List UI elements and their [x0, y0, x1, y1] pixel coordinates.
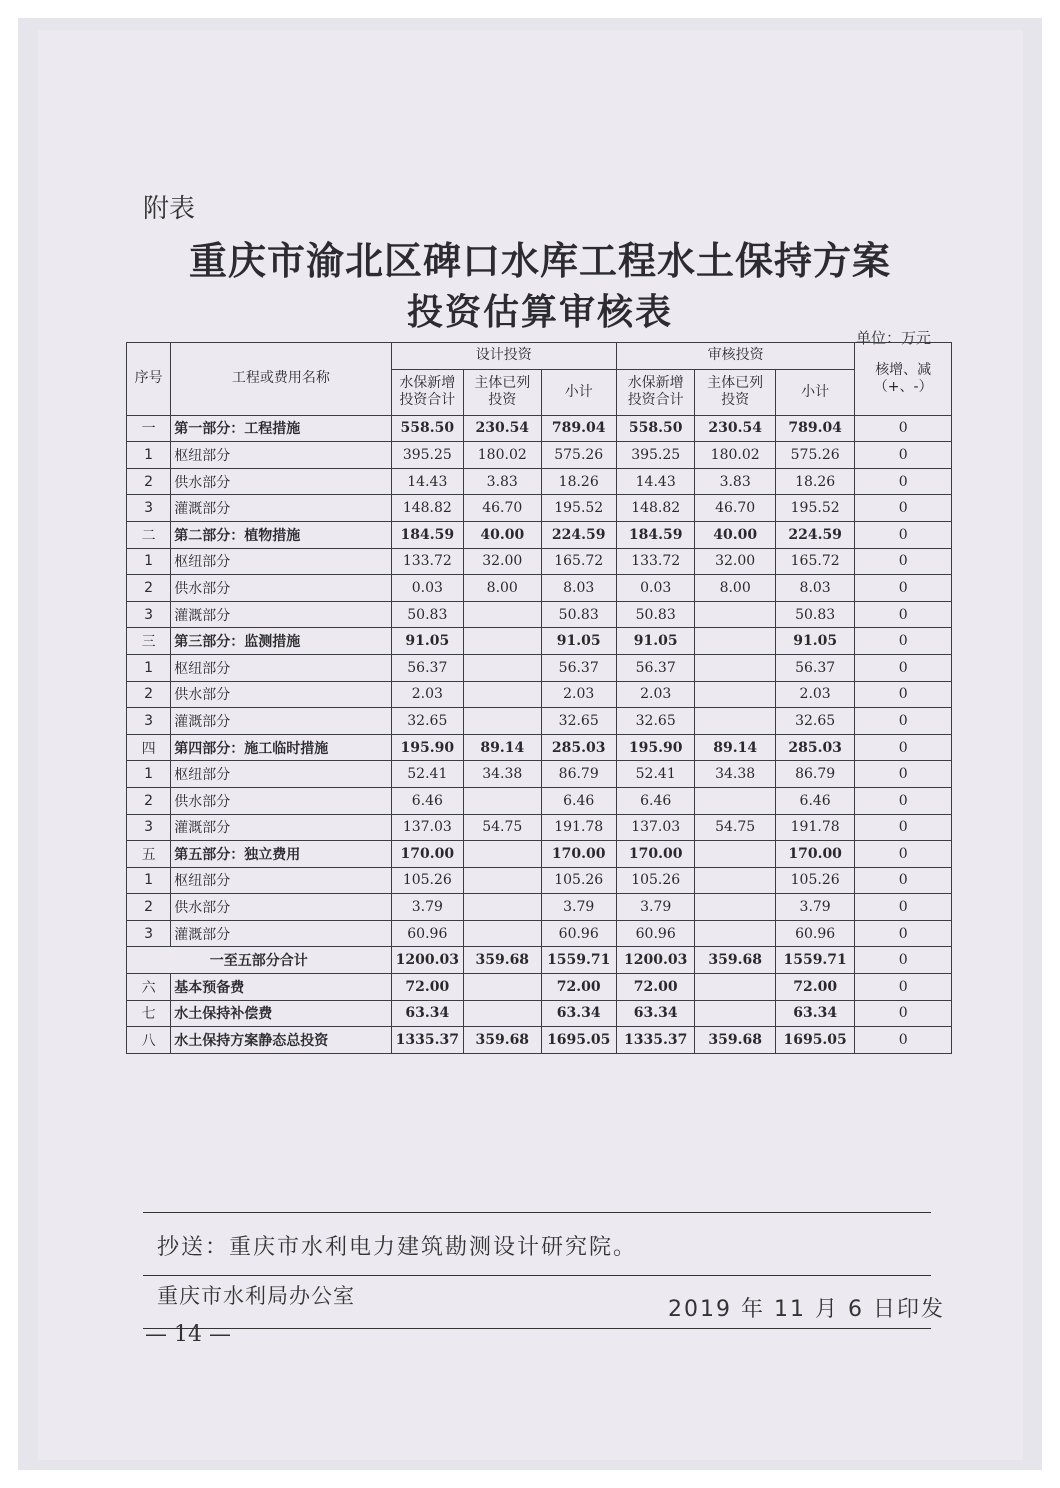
audit-main-cell [695, 867, 775, 894]
table-row [127, 867, 952, 894]
design-new-cell: 72.00 [391, 974, 463, 1001]
audit-subtotal-cell: 165.72 [775, 548, 854, 575]
row-name: 基本预备费 [171, 974, 391, 1001]
table-row [127, 920, 952, 947]
header-name: 工程或费用名称 [171, 343, 391, 416]
row-name: 水土保持方案静态总投资 [171, 1027, 391, 1054]
design-new-cell: 558.50 [391, 415, 463, 442]
design-new-cell: 105.26 [391, 867, 463, 894]
row-name: 枢纽部分 [171, 548, 391, 575]
design-new-cell: 3.79 [391, 894, 463, 921]
audit-main-cell [695, 787, 775, 814]
table-row [127, 814, 952, 841]
row-seq: 八 [127, 1027, 171, 1054]
table-body [127, 415, 952, 1053]
design-main-cell: 230.54 [464, 415, 541, 442]
audit-subtotal-cell: 195.52 [775, 495, 854, 522]
audit-new-cell: 3.79 [616, 894, 694, 921]
audit-subtotal-cell: 18.26 [775, 468, 854, 495]
row-name: 供水部分 [171, 681, 391, 708]
table-row [127, 628, 952, 655]
design-main-cell [464, 920, 541, 947]
audit-subtotal-cell: 170.00 [775, 841, 854, 868]
design-new-cell: 6.46 [391, 787, 463, 814]
design-main-cell [464, 974, 541, 1001]
adjust-cell: 0 [855, 787, 952, 814]
audit-subtotal-cell: 575.26 [775, 442, 854, 469]
row-name: 枢纽部分 [171, 867, 391, 894]
adjust-cell: 0 [855, 734, 952, 761]
design-subtotal-cell: 575.26 [541, 442, 616, 469]
audit-new-cell: 6.46 [616, 787, 694, 814]
row-name: 灌溉部分 [171, 920, 391, 947]
design-new-cell: 137.03 [391, 814, 463, 841]
audit-new-cell: 52.41 [616, 761, 694, 788]
design-new-cell: 52.41 [391, 761, 463, 788]
header-design-new: 水保新增投资合计 [391, 369, 463, 415]
table-row [127, 521, 952, 548]
row-seq: 2 [127, 681, 171, 708]
design-subtotal-cell: 105.26 [541, 867, 616, 894]
adjust-cell: 0 [855, 415, 952, 442]
row-name: 灌溉部分 [171, 708, 391, 735]
audit-new-cell: 1335.37 [616, 1027, 694, 1054]
row-seq: 2 [127, 468, 171, 495]
design-subtotal-cell: 3.79 [541, 894, 616, 921]
table-row [127, 495, 952, 522]
design-main-cell: 40.00 [464, 521, 541, 548]
design-subtotal-cell: 63.34 [541, 1000, 616, 1027]
row-seq: 二 [127, 521, 171, 548]
adjust-cell: 0 [855, 761, 952, 788]
row-name: 供水部分 [171, 787, 391, 814]
design-subtotal-cell: 32.65 [541, 708, 616, 735]
audit-new-cell: 105.26 [616, 867, 694, 894]
adjust-cell: 0 [855, 442, 952, 469]
table-row [127, 654, 952, 681]
table-row [127, 601, 952, 628]
table-row [127, 734, 952, 761]
table-row [127, 548, 952, 575]
rule-top [143, 1212, 931, 1213]
row-seq: 六 [127, 974, 171, 1001]
row-seq: 1 [127, 548, 171, 575]
audit-subtotal-cell: 191.78 [775, 814, 854, 841]
table-row [127, 442, 952, 469]
audit-main-cell: 3.83 [695, 468, 775, 495]
audit-new-cell: 72.00 [616, 974, 694, 1001]
row-seq: 五 [127, 841, 171, 868]
design-new-cell: 0.03 [391, 575, 463, 602]
table-row [127, 468, 952, 495]
header-seq: 序号 [127, 343, 171, 416]
adjust-cell: 0 [855, 894, 952, 921]
audit-subtotal-cell: 6.46 [775, 787, 854, 814]
audit-new-cell: 32.65 [616, 708, 694, 735]
row-seq: 2 [127, 575, 171, 602]
rule-middle [143, 1275, 931, 1276]
copy-to-line: 抄送：重庆市水利电力建筑勘测设计研究院。 [157, 1235, 638, 1260]
table-row [127, 575, 952, 602]
audit-main-cell: 8.00 [695, 575, 775, 602]
design-main-cell [464, 601, 541, 628]
design-new-cell: 395.25 [391, 442, 463, 469]
audit-subtotal-cell: 86.79 [775, 761, 854, 788]
header-audit-new: 水保新增投资合计 [616, 369, 694, 415]
row-name: 第四部分：施工临时措施 [171, 734, 391, 761]
audit-subtotal-cell: 91.05 [775, 628, 854, 655]
table-row [127, 1000, 952, 1027]
design-main-cell [464, 628, 541, 655]
audit-subtotal-cell: 56.37 [775, 654, 854, 681]
design-main-cell: 46.70 [464, 495, 541, 522]
audit-main-cell: 359.68 [695, 947, 775, 974]
design-main-cell [464, 1000, 541, 1027]
design-main-cell [464, 654, 541, 681]
design-subtotal-cell: 195.52 [541, 495, 616, 522]
attachment-label: 附表 [143, 194, 196, 224]
adjust-cell: 0 [855, 867, 952, 894]
adjust-cell: 0 [855, 628, 952, 655]
audit-new-cell: 0.03 [616, 575, 694, 602]
audit-main-cell [695, 974, 775, 1001]
design-new-cell: 133.72 [391, 548, 463, 575]
audit-subtotal-cell: 32.65 [775, 708, 854, 735]
audit-new-cell: 558.50 [616, 415, 694, 442]
row-seq: 3 [127, 495, 171, 522]
design-new-cell: 1200.03 [391, 947, 463, 974]
design-main-cell: 8.00 [464, 575, 541, 602]
row-seq: 1 [127, 654, 171, 681]
adjust-cell: 0 [855, 495, 952, 522]
header-design-subtotal: 小计 [541, 369, 616, 415]
audit-main-cell: 46.70 [695, 495, 775, 522]
design-main-cell: 32.00 [464, 548, 541, 575]
table-row [127, 681, 952, 708]
adjust-cell: 0 [855, 548, 952, 575]
design-subtotal-cell: 165.72 [541, 548, 616, 575]
header-audit-subtotal: 小计 [775, 369, 854, 415]
design-subtotal-cell: 6.46 [541, 787, 616, 814]
design-main-cell [464, 841, 541, 868]
audit-new-cell: 170.00 [616, 841, 694, 868]
audit-main-cell [695, 841, 775, 868]
audit-subtotal-cell: 105.26 [775, 867, 854, 894]
audit-main-cell: 32.00 [695, 548, 775, 575]
audit-subtotal-cell: 1695.05 [775, 1027, 854, 1054]
design-new-cell: 195.90 [391, 734, 463, 761]
design-new-cell: 184.59 [391, 521, 463, 548]
row-seq: 2 [127, 787, 171, 814]
audit-subtotal-cell: 224.59 [775, 521, 854, 548]
design-main-cell [464, 787, 541, 814]
row-name: 一至五部分合计 [127, 947, 392, 974]
audit-main-cell [695, 894, 775, 921]
audit-new-cell: 14.43 [616, 468, 694, 495]
design-new-cell: 60.96 [391, 920, 463, 947]
table-row [127, 894, 952, 921]
row-name: 第一部分：工程措施 [171, 415, 391, 442]
design-subtotal-cell: 1695.05 [541, 1027, 616, 1054]
budget-table [126, 342, 952, 1054]
adjust-cell: 0 [855, 708, 952, 735]
row-name: 供水部分 [171, 575, 391, 602]
design-new-cell: 32.65 [391, 708, 463, 735]
design-subtotal-cell: 50.83 [541, 601, 616, 628]
audit-subtotal-cell: 60.96 [775, 920, 854, 947]
row-seq: 四 [127, 734, 171, 761]
design-new-cell: 56.37 [391, 654, 463, 681]
audit-subtotal-cell: 789.04 [775, 415, 854, 442]
row-seq: 3 [127, 814, 171, 841]
audit-subtotal-cell: 63.34 [775, 1000, 854, 1027]
adjust-cell: 0 [855, 947, 952, 974]
table-row [127, 708, 952, 735]
design-main-cell: 3.83 [464, 468, 541, 495]
audit-main-cell: 54.75 [695, 814, 775, 841]
audit-main-cell [695, 601, 775, 628]
table-row [127, 974, 952, 1001]
row-name: 水土保持补偿费 [171, 1000, 391, 1027]
design-main-cell [464, 681, 541, 708]
audit-subtotal-cell: 1559.71 [775, 947, 854, 974]
adjust-cell: 0 [855, 601, 952, 628]
design-new-cell: 1335.37 [391, 1027, 463, 1054]
design-main-cell [464, 867, 541, 894]
audit-main-cell: 230.54 [695, 415, 775, 442]
design-subtotal-cell: 224.59 [541, 521, 616, 548]
audit-main-cell: 180.02 [695, 442, 775, 469]
row-name: 第五部分：独立费用 [171, 841, 391, 868]
design-subtotal-cell: 60.96 [541, 920, 616, 947]
row-name: 供水部分 [171, 468, 391, 495]
audit-new-cell: 50.83 [616, 601, 694, 628]
design-main-cell [464, 894, 541, 921]
audit-new-cell: 395.25 [616, 442, 694, 469]
adjust-cell: 0 [855, 841, 952, 868]
design-subtotal-cell: 72.00 [541, 974, 616, 1001]
document-title-line2: 投资估算审核表 [406, 292, 673, 333]
adjust-cell: 0 [855, 1027, 952, 1054]
audit-subtotal-cell: 3.79 [775, 894, 854, 921]
row-name: 灌溉部分 [171, 601, 391, 628]
row-name: 灌溉部分 [171, 814, 391, 841]
row-seq: 3 [127, 920, 171, 947]
adjust-cell: 0 [855, 575, 952, 602]
audit-main-cell [695, 654, 775, 681]
row-name: 枢纽部分 [171, 761, 391, 788]
page-number: — 14 — [145, 1322, 231, 1347]
design-main-cell: 34.38 [464, 761, 541, 788]
design-main-cell [464, 708, 541, 735]
row-seq: 三 [127, 628, 171, 655]
design-main-cell: 89.14 [464, 734, 541, 761]
audit-subtotal-cell: 285.03 [775, 734, 854, 761]
table-row [127, 1027, 952, 1054]
audit-main-cell: 34.38 [695, 761, 775, 788]
unit-label: 单位：万元 [856, 329, 932, 347]
document-title-line1: 重庆市渝北区碑口水库工程水土保持方案 [188, 239, 891, 283]
design-subtotal-cell: 789.04 [541, 415, 616, 442]
row-name: 第二部分：植物措施 [171, 521, 391, 548]
adjust-cell: 0 [855, 654, 952, 681]
design-subtotal-cell: 91.05 [541, 628, 616, 655]
audit-main-cell [695, 920, 775, 947]
adjust-cell: 0 [855, 974, 952, 1001]
audit-new-cell: 60.96 [616, 920, 694, 947]
design-subtotal-cell: 1559.71 [541, 947, 616, 974]
design-subtotal-cell: 56.37 [541, 654, 616, 681]
header-adjust: 核增、减（+、-） [855, 343, 952, 416]
table-row [127, 415, 952, 442]
adjust-cell: 0 [855, 681, 952, 708]
row-name: 供水部分 [171, 894, 391, 921]
header-audit-group: 审核投资 [616, 343, 854, 370]
audit-main-cell: 40.00 [695, 521, 775, 548]
design-new-cell: 50.83 [391, 601, 463, 628]
row-seq: 一 [127, 415, 171, 442]
audit-new-cell: 1200.03 [616, 947, 694, 974]
design-subtotal-cell: 86.79 [541, 761, 616, 788]
audit-main-cell: 89.14 [695, 734, 775, 761]
audit-subtotal-cell: 50.83 [775, 601, 854, 628]
design-subtotal-cell: 2.03 [541, 681, 616, 708]
design-subtotal-cell: 18.26 [541, 468, 616, 495]
table-row [127, 761, 952, 788]
audit-main-cell [695, 681, 775, 708]
header-design-main: 主体已列投资 [464, 369, 541, 415]
design-main-cell: 359.68 [464, 947, 541, 974]
row-name: 枢纽部分 [171, 442, 391, 469]
design-main-cell: 180.02 [464, 442, 541, 469]
design-new-cell: 148.82 [391, 495, 463, 522]
design-new-cell: 14.43 [391, 468, 463, 495]
audit-main-cell: 359.68 [695, 1027, 775, 1054]
design-new-cell: 63.34 [391, 1000, 463, 1027]
audit-subtotal-cell: 8.03 [775, 575, 854, 602]
header-design-group: 设计投资 [391, 343, 616, 370]
design-new-cell: 2.03 [391, 681, 463, 708]
audit-main-cell [695, 708, 775, 735]
audit-new-cell: 2.03 [616, 681, 694, 708]
audit-new-cell: 148.82 [616, 495, 694, 522]
audit-main-cell [695, 628, 775, 655]
table-row [127, 787, 952, 814]
design-subtotal-cell: 191.78 [541, 814, 616, 841]
row-seq: 七 [127, 1000, 171, 1027]
header-audit-main: 主体已列投资 [695, 369, 775, 415]
row-seq: 1 [127, 867, 171, 894]
design-new-cell: 91.05 [391, 628, 463, 655]
row-name: 第三部分：监测措施 [171, 628, 391, 655]
row-name: 灌溉部分 [171, 495, 391, 522]
adjust-cell: 0 [855, 1000, 952, 1027]
table-row [127, 947, 952, 974]
audit-new-cell: 137.03 [616, 814, 694, 841]
row-seq: 3 [127, 601, 171, 628]
issuing-office: 重庆市水利局办公室 [157, 1284, 355, 1308]
design-main-cell: 54.75 [464, 814, 541, 841]
table-row [127, 841, 952, 868]
audit-new-cell: 56.37 [616, 654, 694, 681]
audit-new-cell: 195.90 [616, 734, 694, 761]
adjust-cell: 0 [855, 521, 952, 548]
audit-new-cell: 133.72 [616, 548, 694, 575]
design-main-cell: 359.68 [464, 1027, 541, 1054]
issue-date: 2019 年 11 月 6 日印发 [668, 1297, 945, 1322]
adjust-cell: 0 [855, 814, 952, 841]
design-subtotal-cell: 170.00 [541, 841, 616, 868]
audit-new-cell: 184.59 [616, 521, 694, 548]
design-subtotal-cell: 285.03 [541, 734, 616, 761]
design-new-cell: 170.00 [391, 841, 463, 868]
row-name: 枢纽部分 [171, 654, 391, 681]
audit-new-cell: 63.34 [616, 1000, 694, 1027]
audit-subtotal-cell: 2.03 [775, 681, 854, 708]
audit-new-cell: 91.05 [616, 628, 694, 655]
row-seq: 1 [127, 761, 171, 788]
row-seq: 1 [127, 442, 171, 469]
row-seq: 3 [127, 708, 171, 735]
adjust-cell: 0 [855, 468, 952, 495]
rule-bottom [143, 1328, 931, 1329]
audit-subtotal-cell: 72.00 [775, 974, 854, 1001]
design-subtotal-cell: 8.03 [541, 575, 616, 602]
audit-main-cell [695, 1000, 775, 1027]
row-seq: 2 [127, 894, 171, 921]
adjust-cell: 0 [855, 920, 952, 947]
